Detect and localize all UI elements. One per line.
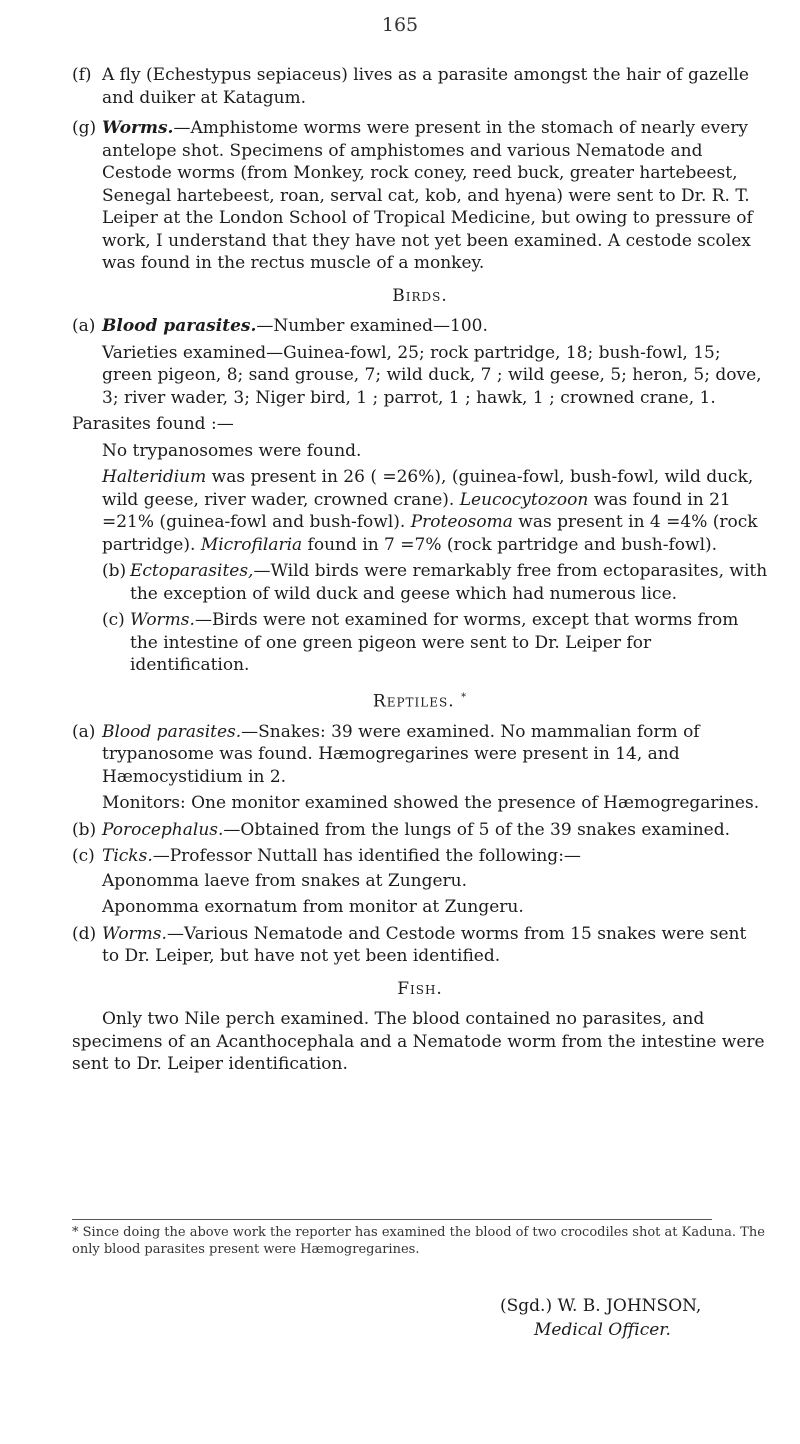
birds-varieties: Varieties examined—Guinea-fowl, 25; rock partridge, 18; bush-fowl, 15; green pigeon, 8; sand grouse, 7; wild duck, 7 ; wild geese, 5; heron, 5; dove, 3; river wader, 3; Niger bird, 1 ; parrot, 1 ; hawk, 1 ; crowned crane, 1. (102, 342, 762, 408)
item-text: —Number examined—100. (256, 316, 488, 336)
item-label: (a) (72, 721, 96, 742)
fish-paragraph: Only two Nile perch examined. The blood contained no parasites, and specimens of an Acanthocephala and a Nematode worm from the intestine were sent to Dr. Leiper identification. (72, 1009, 765, 1075)
page-number: 165 (381, 14, 419, 36)
reptiles-item-b (72, 819, 768, 842)
page-body (72, 64, 768, 1082)
item-text: —Birds were not examined for worms, except that worms from the intestine of one green pigeon were sent to Dr. Leiper for identification. (130, 610, 739, 675)
item-title: Ticks. (102, 846, 153, 867)
item-text: —Various Nematode and Cestode worms from 15 snakes were sent to Dr. Leiper, but have not yet been identified. (102, 923, 747, 967)
parasite-text: found in 7 =7% (rock partridge and bush-fowl). (302, 534, 718, 555)
item-label: (c) (102, 610, 125, 630)
footnote-mark: * (461, 691, 468, 703)
footnote: * Since doing the above work the reporter has examined the blood of two crocodiles shot at Kaduna. The only blood parasites present were Hæmogregarines. (72, 1225, 765, 1257)
parasite-text: was present in 26 ( =26%), (guinea-fowl, bush-fowl, wild duck, wild geese, river wader, crowned crane). (102, 467, 754, 510)
parasite-name: Proteosoma (410, 512, 513, 532)
footnote-divider (72, 1219, 712, 1220)
signature-name: (Sgd.) W. B. JOHNSON, (500, 1296, 702, 1316)
tick-entry: Aponomma exornatum from monitor at Zungeru. (102, 897, 524, 918)
birds-item-c (72, 609, 768, 677)
item-label: (c) (72, 846, 95, 867)
birds-parasites-found: Parasites found :— (72, 414, 234, 434)
item-title: Blood parasites. (102, 316, 257, 336)
section-heading-reptiles (72, 687, 768, 713)
item-label: (d) (72, 923, 97, 944)
item-label: (b) (102, 561, 127, 581)
reptiles-item-c (72, 845, 768, 868)
reptiles-monitors: Monitors: One monitor examined showed the presence of Hæmogregarines. (102, 793, 760, 814)
signature-block (500, 1294, 701, 1342)
item-title: Worms. (102, 118, 174, 138)
item-text: —Obtained from the lungs of 5 of the 39 snakes examined. (223, 819, 731, 840)
section-heading-birds: Birds. (392, 285, 448, 306)
item-f (72, 64, 768, 109)
item-text: —Professor Nuttall has identified the following:— (152, 846, 581, 867)
item-g (72, 117, 768, 275)
item-text: A fly (Echestypus sepiaceus) lives as a parasite amongst the hair of gazelle and duiker at Katagum. (102, 65, 749, 108)
section-heading-fish: Fish. (397, 978, 443, 999)
heading-text: Reptiles. (372, 691, 455, 712)
parasite-text: was present in 4 =4% (rock partridge). (102, 512, 758, 555)
parasite-name: Microfilaria (200, 534, 303, 555)
birds-item-b (72, 560, 768, 605)
birds-no-trypanosomes: No trypanosomes were found. (102, 440, 362, 461)
item-label: (g) (72, 118, 97, 138)
signature-title: Medical Officer. (534, 1320, 671, 1340)
item-label: (b) (72, 819, 97, 840)
parasite-name: Halteridium (102, 467, 207, 487)
item-text: —Snakes: 39 were examined. No mammalian form of trypanosome was found. Hæmogregarines were present in 14, and Hæmocystidium in 2. (102, 721, 700, 787)
item-title: Porocephalus. (102, 819, 224, 840)
item-text: —Amphistome worms were present in the stomach of nearly every antelope shot. Specimens of amphistomes and various Nematode and Cestode worms (from Monkey, rock coney, reed buck, greater hartebeest, Senegal hartebeest, roan, serval cat, kob, and hyena) were sent to Dr. R. T. Leiper at the London School of Tropical Medicine, but owing to pressure of work, I understand that they have not yet been examined. A cestode scolex was found in the rectus muscle of a monkey. (102, 118, 753, 273)
parasite-name: Leucocytozoon (459, 489, 589, 510)
tick-entry: Aponomma laeve from snakes at Zungeru. (102, 870, 468, 891)
item-title: Blood parasites. (102, 721, 242, 742)
item-title: Ectoparasites, (130, 561, 254, 581)
item-label: (a) (72, 316, 96, 336)
item-text: —Wild birds were remarkably free from ectoparasites, with the exception of wild duck and geese which had numerous lice. (130, 561, 768, 604)
parasite-text: was found in 21 =21% (guinea-fowl and bush-fowl). (102, 489, 731, 532)
birds-item-a (72, 315, 768, 338)
birds-parasite-findings (72, 466, 768, 556)
item-label: (f) (72, 65, 92, 85)
reptiles-item-a (72, 721, 768, 789)
item-title: Worms. (102, 923, 167, 944)
item-title: Worms. (130, 610, 195, 630)
reptiles-item-d (72, 923, 768, 968)
